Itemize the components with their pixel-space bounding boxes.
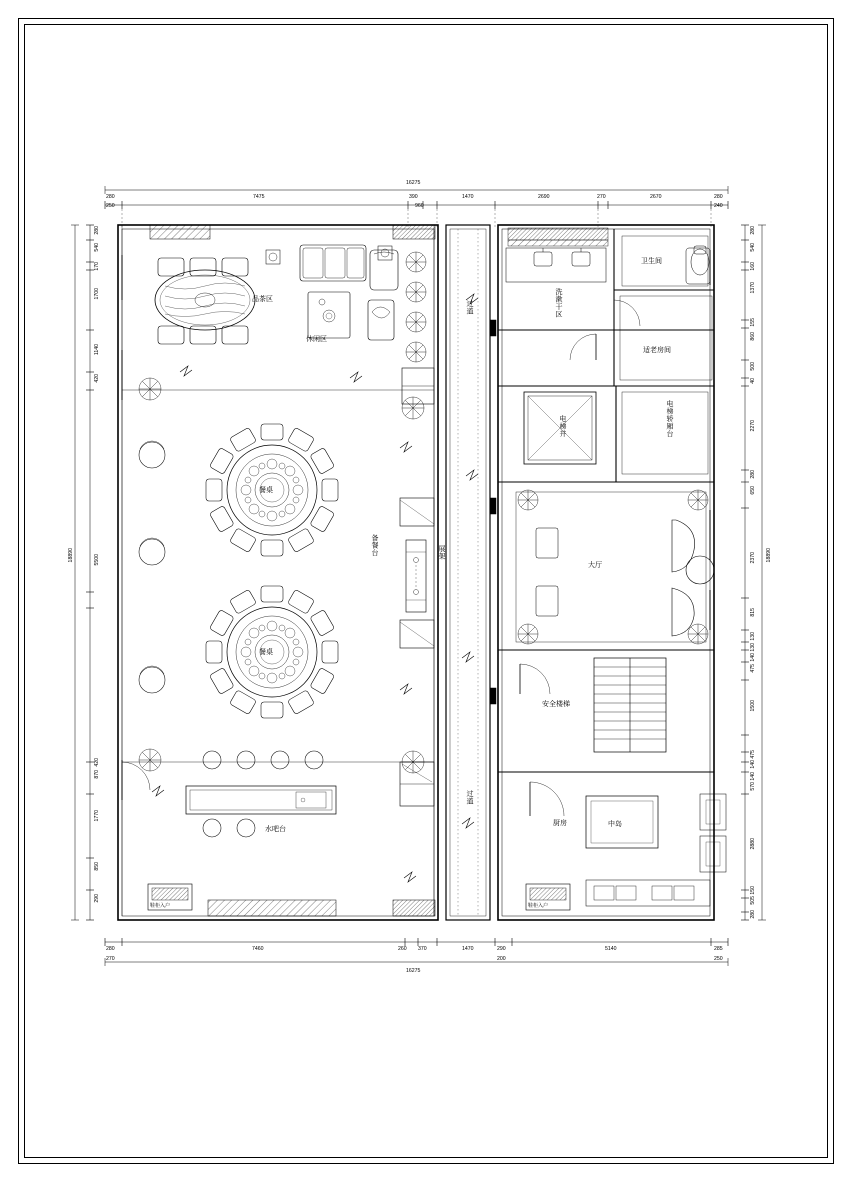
dim-right-2: 160 xyxy=(750,262,756,271)
dim-bottom-b-2: 250 xyxy=(714,956,723,962)
dim-bottom-b-1: 200 xyxy=(497,956,506,962)
dim-bottom-a-2: 260 xyxy=(398,946,407,952)
dim-bottom-a-0: 280 xyxy=(106,946,115,952)
dim-right-13: 130 xyxy=(750,632,756,641)
room-label-laundry-dry-area: 洗漱干区 xyxy=(555,288,562,318)
room-label-kitchen-island: 中岛 xyxy=(608,821,622,828)
room-label-elevator-hall: 电梯轿厢台 xyxy=(666,400,673,438)
dim-right-0: 280 xyxy=(750,226,756,235)
dim-bottom-a-1: 7460 xyxy=(252,946,264,952)
dim-top-overall: 16275 xyxy=(406,180,421,186)
dim-right-1: 540 xyxy=(750,243,756,252)
dim-top-b-2: 240 xyxy=(714,203,723,209)
room-label-elevator-shaft: 电梯井 xyxy=(559,415,566,438)
room-label-display-shelf: 展架 xyxy=(438,545,445,560)
dim-top-a-0: 280 xyxy=(106,194,115,200)
dim-left-1: 540 xyxy=(94,243,100,252)
dim-left-11: 290 xyxy=(94,894,100,903)
dim-right-17: 1500 xyxy=(750,700,756,712)
room-label-dining-table-2: 餐桌 xyxy=(259,649,273,656)
dim-top-a-7: 280 xyxy=(714,194,723,200)
dim-left-0: 280 xyxy=(94,226,100,235)
room-label-dining-table-1: 餐桌 xyxy=(259,487,273,494)
room-label-water-bar: 水吧台 xyxy=(265,826,286,833)
room-label-entry-cabinet-west: 鞋柜入户 xyxy=(150,903,171,909)
dim-right-22: 2880 xyxy=(750,838,756,850)
dim-right-overall: 18890 xyxy=(766,548,772,563)
dim-right-21: 570 xyxy=(750,782,756,791)
room-label-living-hall: 大厅 xyxy=(588,562,602,569)
dim-left-8: 870 xyxy=(94,770,100,779)
dim-top-a-5: 270 xyxy=(597,194,606,200)
dim-top-b-1: 960 xyxy=(415,203,424,209)
dim-right-20: 140 xyxy=(750,772,756,781)
room-label-lounge-area: 休闲区 xyxy=(306,336,327,343)
room-label-bathroom: 卫生间 xyxy=(641,258,662,265)
dim-left-10: 850 xyxy=(94,862,100,871)
dim-left-6: 5500 xyxy=(94,554,100,566)
dim-right-18: 475 xyxy=(750,750,756,759)
dim-right-25: 280 xyxy=(750,910,756,919)
dim-right-16: 475 xyxy=(750,664,756,673)
dim-bottom-a-6: 5140 xyxy=(605,946,617,952)
dim-right-5: 860 xyxy=(750,332,756,341)
room-label-kitchen: 厨房 xyxy=(553,820,567,827)
dim-right-6: 500 xyxy=(750,362,756,371)
dim-right-19: 140 xyxy=(750,760,756,769)
dim-top-a-1: 7475 xyxy=(253,194,265,200)
dim-left-9: 1770 xyxy=(94,810,100,822)
dim-top-a-6: 2670 xyxy=(650,194,662,200)
dim-right-15: 140 xyxy=(750,653,756,662)
dim-left-2: 170 xyxy=(94,262,100,271)
dim-right-12: 815 xyxy=(750,608,756,617)
room-label-corridor-lower: 过道 xyxy=(466,790,473,805)
dim-top-a-4: 2690 xyxy=(538,194,550,200)
dim-right-24: 505 xyxy=(750,896,756,905)
dim-top-a-3: 1470 xyxy=(462,194,474,200)
dim-bottom-a-5: 290 xyxy=(497,946,506,952)
dim-left-7: 420 xyxy=(94,758,100,767)
dim-bottom-overall: 16275 xyxy=(406,968,421,974)
dim-top-b-0: 250 xyxy=(106,203,115,209)
dim-bottom-a-7: 285 xyxy=(714,946,723,952)
dim-right-14: 130 xyxy=(750,643,756,652)
dim-left-3: 1700 xyxy=(94,288,100,300)
dim-top-a-2: 390 xyxy=(409,194,418,200)
dim-bottom-a-4: 1470 xyxy=(462,946,474,952)
dim-right-9: 280 xyxy=(750,470,756,479)
dim-right-11: 2370 xyxy=(750,552,756,564)
dim-right-23: 150 xyxy=(750,886,756,895)
room-label-safety-stair: 安全楼梯 xyxy=(542,701,570,708)
dim-right-7: 40 xyxy=(750,378,756,384)
room-label-side-serving-counter: 备餐台 xyxy=(371,534,378,557)
dim-right-4: 155 xyxy=(750,318,756,327)
dim-bottom-a-3: 370 xyxy=(418,946,427,952)
room-label-tea-area: 品茶区 xyxy=(252,296,273,303)
dim-left-4: 1140 xyxy=(94,344,100,356)
room-label-entry-cabinet-east: 鞋柜入户 xyxy=(528,903,549,909)
dim-right-3: 1370 xyxy=(750,282,756,294)
dim-left-5: 420 xyxy=(94,374,100,383)
room-label-corridor-upper: 过道 xyxy=(466,300,473,315)
dim-right-10: 650 xyxy=(750,486,756,495)
dim-bottom-b-0: 270 xyxy=(106,956,115,962)
room-label-aged-care-room: 适老房间 xyxy=(643,347,671,354)
dim-left-overall: 18890 xyxy=(68,548,74,563)
dim-right-8: 2270 xyxy=(750,420,756,432)
